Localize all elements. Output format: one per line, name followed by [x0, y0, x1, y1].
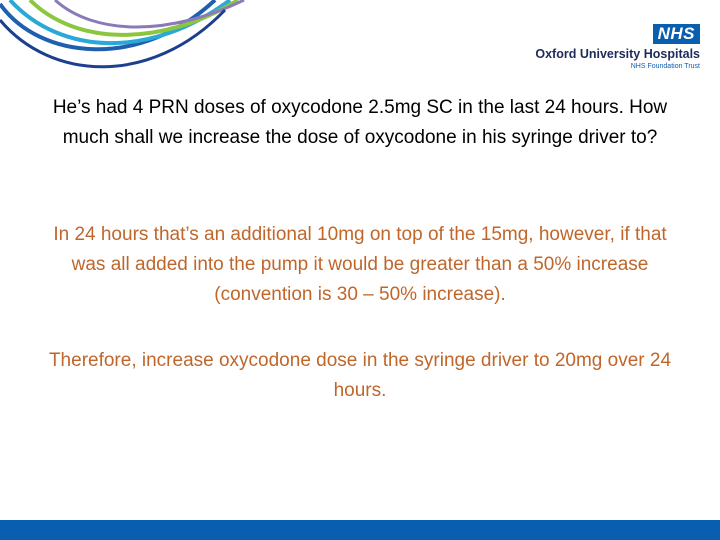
question-text: He’s had 4 PRN doses of oxycodone 2.5mg SC in the last 24 hours. How much shall we increase the dose of oxycodone in his syringe driver to?: [52, 97, 668, 148]
swoosh-arc-purple: [55, 0, 244, 27]
answer-text-2: Therefore, increase oxycodone dose in the syringe driver to 20mg over 24 hours.: [48, 350, 672, 401]
organisation-subtitle: NHS Foundation Trust: [630, 63, 700, 70]
answer-text-1: In 24 hours that’s an additional 10mg on top of the 15mg, however, if that was all added into the pump it would be greater than a 50% increase (convention is 30 – 50% increase).: [53, 224, 667, 305]
decorative-swoosh: [0, 0, 250, 100]
footer-bar: [0, 520, 720, 540]
nhs-badge: NHS: [653, 24, 700, 44]
nhs-logo: [510, 24, 700, 70]
organisation-name: Oxford University Hospitals: [535, 47, 700, 61]
